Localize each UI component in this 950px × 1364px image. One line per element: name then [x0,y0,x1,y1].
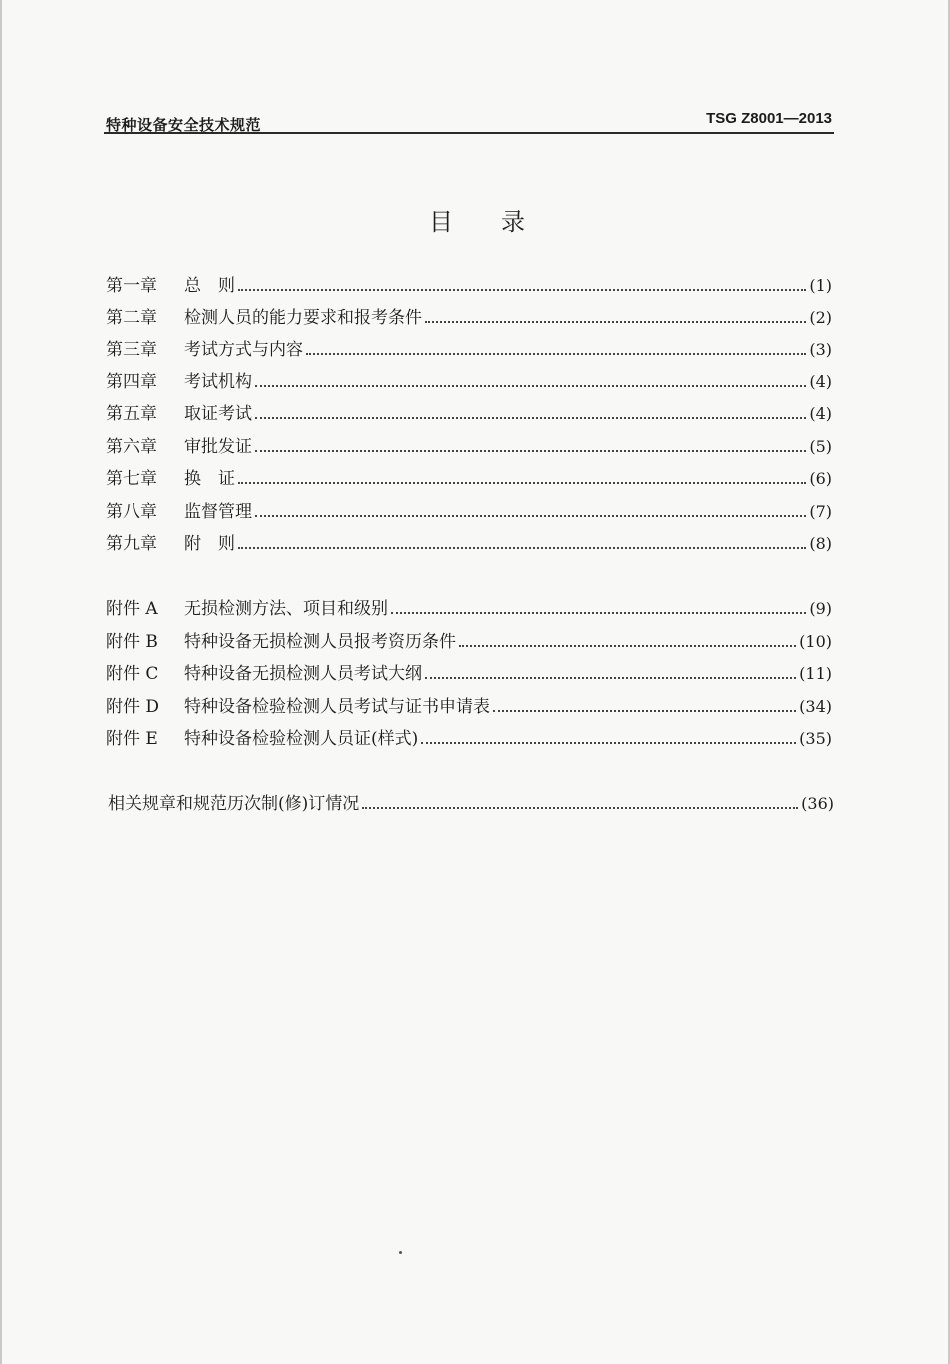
toc-entry-title: 检测人员的能力要求和报考条件 [184,308,422,328]
toc-leader-dots [255,515,806,517]
toc-leader-dots [238,289,806,291]
toc-entry[interactable] [106,463,832,489]
toc-entry-page: (1) [809,276,832,295]
toc-appendix-entry[interactable] [106,658,832,684]
toc-entry-page: (4) [809,372,832,391]
toc-entry-page: (34) [799,697,832,716]
toc-leader-dots [459,645,796,647]
toc-leader-dots [421,742,796,744]
toc-entry-title: 考试机构 [184,372,252,392]
toc-entry-page: (8) [809,534,832,553]
toc-entry[interactable] [106,270,832,296]
header-standard-code: TSG Z8001—2013 [706,110,832,127]
toc-title: 目录 [429,208,573,236]
toc-leader-dots [255,385,806,387]
toc-entry-page: (6) [809,469,832,488]
toc-entry-title: 特种设备无损检测人员考试大纲 [184,664,422,684]
toc-entry-title: 总 则 [184,276,235,296]
toc-entry-title: 考试方式与内容 [184,340,303,360]
toc-leader-dots [255,450,806,452]
toc-entry-page: (35) [799,729,832,748]
toc-entry-page: (7) [809,502,832,521]
toc-entry[interactable] [106,431,832,457]
toc-appendix-entry[interactable] [106,593,832,619]
toc-related-entry[interactable] [108,788,834,814]
toc-entry-page: (5) [809,437,832,456]
toc-entry-page: (11) [799,664,832,683]
toc-entry-title: 特种设备检验检测人员证(样式) [184,729,419,749]
toc-entry[interactable] [106,528,832,554]
toc-leader-dots [238,547,806,549]
toc-entry[interactable] [106,496,832,522]
header-standard-type: 特种设备安全技术规范 [106,116,262,134]
toc-entry-number: 第四章 [106,372,157,392]
toc-leader-dots [391,612,806,614]
toc-entry[interactable] [106,398,832,424]
toc-entry-title: 取证考试 [184,404,252,424]
toc-entry-number: 附件 B [106,632,158,652]
toc-entry-number: 第二章 [106,308,157,328]
toc-entry[interactable] [106,302,832,328]
toc-entry-title: 审批发证 [184,437,252,457]
toc-entry-page: (9) [809,599,832,618]
toc-leader-dots [238,482,806,484]
toc-entry-number: 第六章 [106,437,157,457]
toc-appendix-entry[interactable] [106,723,832,749]
toc-entry-number: 第九章 [106,534,157,554]
toc-leader-dots [493,710,796,712]
toc-entry-number: 附件 C [106,664,159,684]
toc-entry-title: 特种设备无损检测人员报考资历条件 [184,632,456,652]
toc-entry-number: 第八章 [106,502,157,522]
toc-entry-title: 相关规章和规范历次制(修)订情况 [108,794,360,814]
toc-entry-page: (10) [799,632,832,651]
toc-entry-number: 第五章 [106,404,157,424]
toc-entry-title: 附 则 [184,534,235,554]
page-header [104,110,834,134]
toc-entry-number: 第三章 [106,340,157,360]
toc-entry[interactable] [106,366,832,392]
toc-appendix-entry[interactable] [106,691,832,717]
toc-entry-page: (2) [809,308,832,327]
toc-leader-dots [425,677,796,679]
toc-leader-dots [255,417,806,419]
toc-leader-dots [425,321,806,323]
toc-entry-number: 第七章 [106,469,157,489]
toc-entry-title: 监督管理 [184,502,252,522]
toc-entry-page: (4) [809,404,832,423]
toc-entry[interactable] [106,334,832,360]
toc-entry-number: 第一章 [106,276,157,296]
toc-entry-title: 特种设备检验检测人员考试与证书申请表 [184,697,490,717]
toc-entry-page: (36) [801,794,834,813]
toc-entry-number: 附件 A [106,599,158,619]
toc-leader-dots [306,353,806,355]
toc-leader-dots [362,807,798,809]
scan-speck [399,1251,402,1254]
toc-entry-title: 无损检测方法、项目和级别 [184,599,388,619]
toc-entry-title: 换 证 [184,469,235,489]
toc-entry-number: 附件 D [106,697,160,717]
toc-entry-number: 附件 E [106,729,158,749]
toc-appendix-entry[interactable] [106,626,832,652]
toc-entry-page: (3) [809,340,832,359]
